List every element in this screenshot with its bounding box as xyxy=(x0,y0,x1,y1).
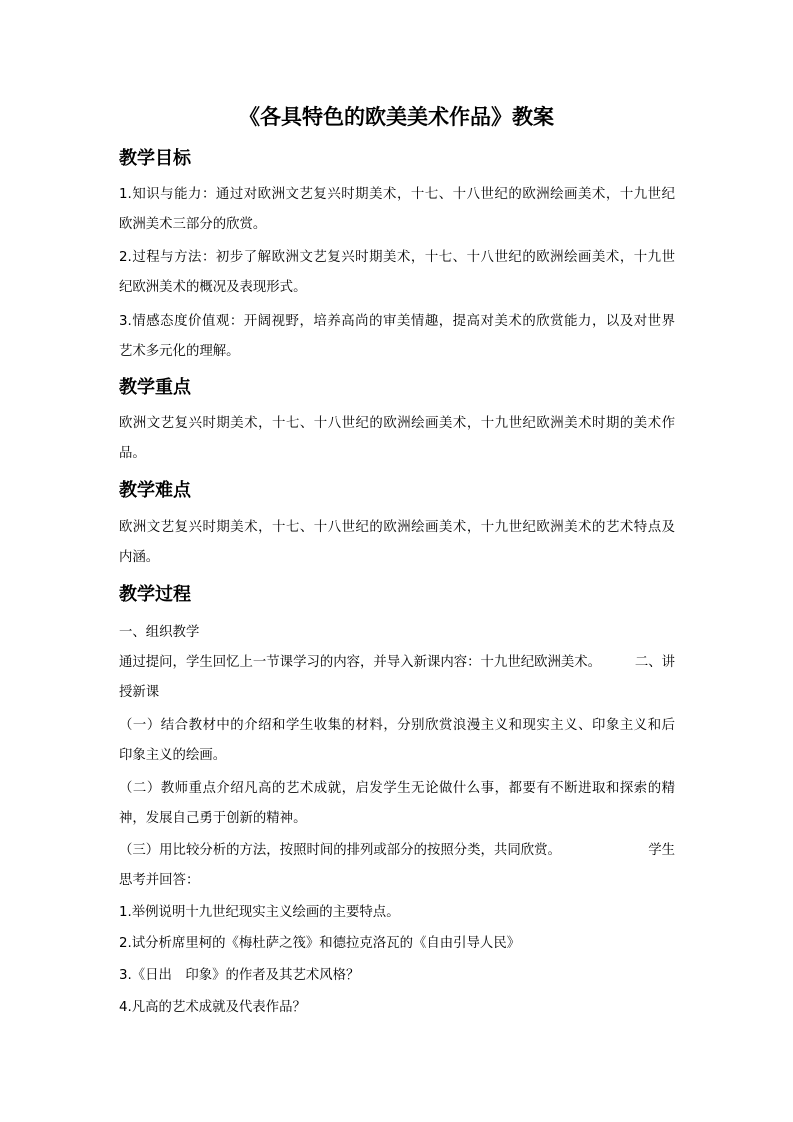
key-points-paragraph xyxy=(119,409,675,469)
section-heading-key-points: 教学重点 xyxy=(119,377,191,398)
objective-item-2-line-2: 纪欧洲美术的概况及表现形式。 xyxy=(119,280,307,295)
process-sub-3-line-1-left: （三）用比较分析的方法，按照时间的排列或部分的按照分类，共同欣赏。 xyxy=(119,843,561,858)
process-intro-paragraph xyxy=(119,648,675,708)
document-title: 《各具特色的欧美美术作品》教案 xyxy=(239,105,554,129)
section-heading-objectives: 教学目标 xyxy=(119,148,191,169)
difficulties-paragraph xyxy=(119,513,675,573)
question-3-text: 3.《日出 印象》的作者及其艺术风格？ xyxy=(119,968,360,983)
key-points-line-2: 品。 xyxy=(119,446,146,461)
section-heading-difficulties: 教学难点 xyxy=(119,480,191,501)
difficulties-line-2: 内涵。 xyxy=(119,550,160,565)
difficulties-line-1: 欧洲文艺复兴时期美术，十七、十八世纪的欧洲绘画美术，十九世纪欧洲美术的艺术特点及 xyxy=(119,520,675,535)
objective-item-2 xyxy=(119,243,675,303)
process-sub-3-line-2: 思考并回答： xyxy=(119,873,200,888)
objective-item-3 xyxy=(119,307,675,367)
question-2-text: 2.试分析席里柯的《梅杜萨之筏》和德拉克洛瓦的《自由引导人民》 xyxy=(119,936,521,951)
process-sub-1-line-2: 印象主义的绘画。 xyxy=(119,748,227,763)
objective-item-1 xyxy=(119,180,675,240)
objective-item-1-line-1: 1.知识与能力：通过对欧洲文艺复兴时期美术，十七、十八世纪的欧洲绘画美术，十九世纪 xyxy=(119,187,675,202)
objective-item-1-line-2: 欧洲美术三部分的欣赏。 xyxy=(119,217,267,232)
process-sub-3-line-1 xyxy=(119,836,675,866)
objective-item-3-line-1: 3.情感态度价值观：开阔视野，培养高尚的审美情趣，提高对美术的欣赏能力，以及对世界 xyxy=(119,314,675,329)
key-points-line-1: 欧洲文艺复兴时期美术，十七、十八世纪的欧洲绘画美术，十九世纪欧洲美术时期的美术作 xyxy=(119,416,675,431)
process-sub-1-line-1: （一）结合教材中的介绍和学生收集的材料，分别欣赏浪漫主义和现实主义、印象主义和后 xyxy=(119,718,675,733)
objective-item-2-line-1: 2.过程与方法：初步了解欧洲文艺复兴时期美术，十七、十八世纪的欧洲绘画美术，十九世 xyxy=(119,250,675,265)
process-intro-line-1-left: 通过提问，学生回忆上一节课学习的内容，并导入新课内容：十九世纪欧洲美术。 xyxy=(119,655,602,670)
process-sub-2-line-2: 神，发展自己勇于创新的精神。 xyxy=(119,811,307,826)
process-intro-line-2: 授新课 xyxy=(119,685,160,700)
question-3 xyxy=(119,961,675,991)
question-1 xyxy=(119,898,675,928)
question-4 xyxy=(119,993,675,1023)
process-sub-3 xyxy=(119,836,675,896)
section-heading-process: 教学过程 xyxy=(119,584,191,605)
process-sub-2-line-1: （二）教师重点介绍凡高的艺术成就，启发学生无论做什么事，都要有不断进取和探索的精 xyxy=(119,781,675,796)
process-intro-line-1-right: 二、讲 xyxy=(634,655,675,670)
objective-item-3-line-2: 艺术多元化的理解。 xyxy=(119,344,240,359)
question-2 xyxy=(119,929,675,959)
process-sub-1 xyxy=(119,711,675,771)
question-1-text: 1.举例说明十九世纪现实主义绘画的主要特点。 xyxy=(119,905,400,920)
process-sub-3-line-1-right: 学生 xyxy=(648,843,675,858)
process-intro-line-1 xyxy=(119,648,675,678)
process-step-1-text: 一、组织教学 xyxy=(119,625,200,640)
question-4-text: 4.凡高的艺术成就及代表作品？ xyxy=(119,1000,306,1015)
process-sub-2 xyxy=(119,774,675,834)
process-step-1 xyxy=(119,618,675,648)
